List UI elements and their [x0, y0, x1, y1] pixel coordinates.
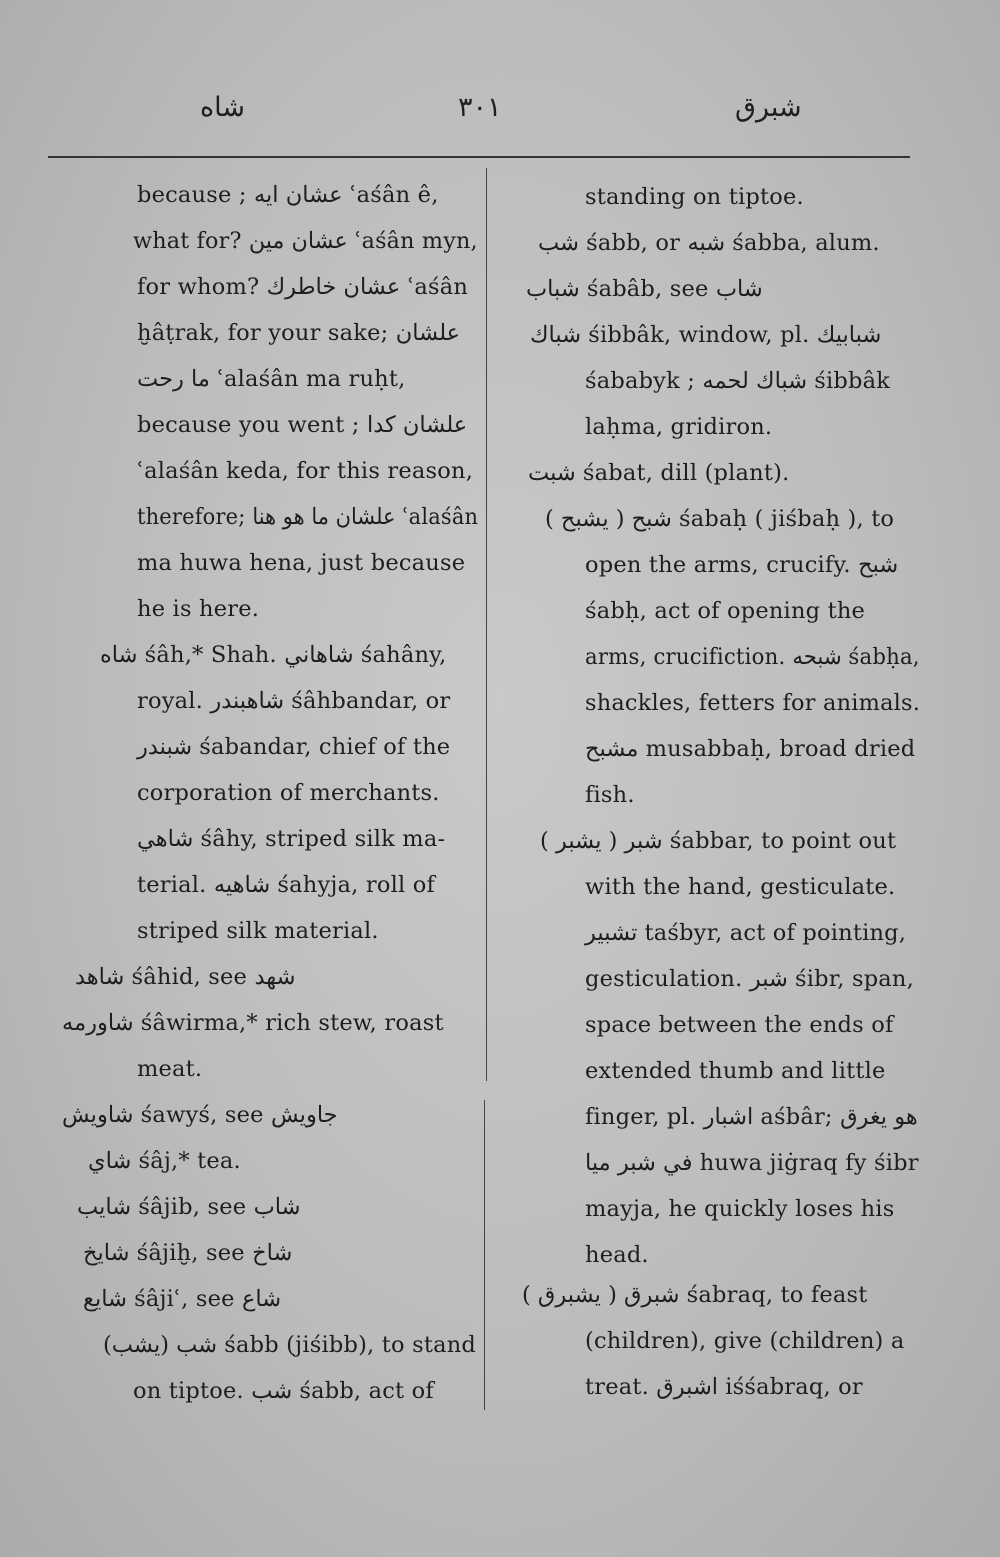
entry-line: شبرق ( يشبرق ) śabraq, to feast [522, 1282, 868, 1308]
entry-line: śababyk ; شباك لحمه śibbâk [585, 368, 891, 394]
entry-line: شاورمه śâwirma,* rich stew, roast [62, 1010, 444, 1036]
entry-line: تشبير taśbyr, act of pointing, [585, 920, 907, 946]
entry-line: شاهي śâhy, striped silk ma- [137, 826, 446, 852]
entry-line: extended thumb and little [585, 1058, 886, 1084]
entry-line: شباك śibbâk, window, pl. شبابيك [530, 322, 882, 348]
entry-line: royal. شاهبندر śâhbandar, or [137, 688, 451, 714]
entry-line: شاويش śawyś, see جاويش [62, 1102, 338, 1128]
entry-line: شاهد śâhid, see شهد [75, 964, 296, 990]
entry-line: شايع śâjiʿ, see شاع [83, 1286, 282, 1312]
entry-line: śabḥ, act of opening the [585, 598, 866, 624]
entry-line: with the hand, gesticulate. [585, 874, 896, 900]
entry-line: mayja, he quickly loses his [585, 1196, 895, 1222]
entry-line: striped silk material. [137, 918, 379, 944]
entry-line: meat. [137, 1056, 203, 1082]
header-rule [48, 156, 910, 158]
entry-line: شب (يشب) śabb (jiśibb), to stand [103, 1332, 476, 1358]
column-divider-lower [484, 1100, 485, 1410]
entry-line: because you went ; علشان كدا [137, 412, 468, 438]
entry-line: treat. اشبرق iśśabraq, or [585, 1374, 863, 1400]
entry-line: terial. شاهيه śahyja, roll of [137, 872, 435, 898]
running-head-left: شاه [200, 92, 245, 123]
entry-line: because ; عشان ايه ʿaśân ê, [137, 182, 439, 208]
entry-line: shackles, fetters for animals. [585, 690, 921, 716]
entry-line: (children), give (children) a [585, 1328, 905, 1354]
entry-line: شبندر śabandar, chief of the [137, 734, 451, 760]
entry-line: ḫâṭrak, for your sake; علشان [137, 320, 461, 346]
page-number: ٣٠١ [458, 92, 502, 123]
entry-line: gesticulation. شبر śibr, span, [585, 966, 914, 992]
entry-line: corporation of merchants. [137, 780, 440, 806]
entry-line: شاي śâj,* tea. [88, 1148, 241, 1174]
entry-line: for whom? عشان خاطرك ʿaśân [137, 274, 469, 300]
entry-line: شايخ śâjiḫ, see شاخ [83, 1240, 293, 1266]
entry-line: space between the ends of [585, 1012, 894, 1038]
entry-line: arms, crucifiction. شبحه śabḥa, [585, 644, 920, 670]
entry-line: في شبر ميا huwa jiġraq fy śibr [585, 1150, 919, 1176]
entry-line: شبح ( يشبح ) śabaḥ ( jiśbaḥ ), to [545, 506, 895, 532]
entry-line: fish. [585, 782, 635, 808]
entry-line: open the arms, crucify. شبح [585, 552, 899, 578]
entry-line: مشبح musabbaḥ, broad dried [585, 736, 916, 762]
entry-line: شبر ( يشبر ) śabbar, to point out [540, 828, 897, 854]
entry-line: ʿalaśân keda, for this reason, [137, 458, 474, 484]
entry-line: شب śabb, or شبه śabba, alum. [538, 230, 880, 256]
entry-line: standing on tiptoe. [585, 184, 804, 210]
entry-line: ما رحت ʿalaśân ma ruḥt, [137, 366, 406, 392]
entry-line: what for? عشان مين ʿaśân myn, [133, 228, 478, 254]
entry-line: head. [585, 1242, 649, 1268]
entry-line: finger, pl. اشبار aśbâr; هو يغرق [585, 1104, 918, 1130]
column-divider [486, 168, 487, 1081]
entry-line: ma huwa hena, just because [137, 550, 466, 576]
entry-line: he is here. [137, 596, 260, 622]
entry-line: شباب śabâb, see شاب [526, 276, 763, 302]
entry-line: شبت śabat, dill (plant). [528, 460, 790, 486]
entry-line: شاه śâh,* Shah. شاهاني śahâny, [100, 642, 447, 668]
entry-line: therefore; علشان ما هو هنا ʿalaśân [137, 504, 479, 530]
entry-line: شايب śâjib, see شاب [77, 1194, 301, 1220]
entry-line: on tiptoe. شب śabb, act of [133, 1378, 434, 1404]
entry-line: laḥma, gridiron. [585, 414, 773, 440]
running-head-right: شبرق [735, 92, 802, 123]
